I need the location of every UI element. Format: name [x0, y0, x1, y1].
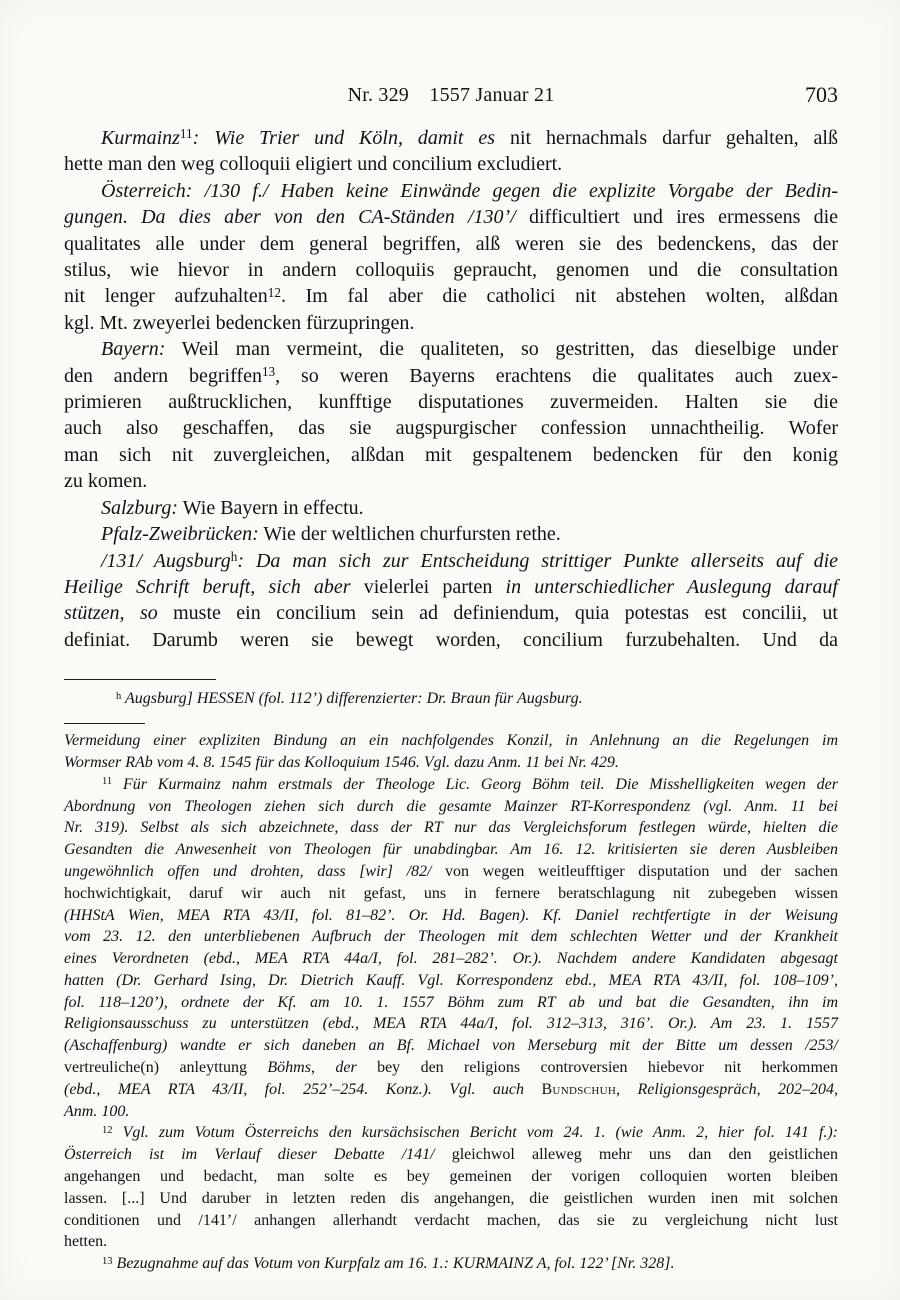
text-line	[64, 796, 838, 818]
text-segment: muste ein concilium sein ad definiendum, quia potestas est concilii, ut	[157, 602, 838, 625]
text-segment: Anm. 100.	[64, 1102, 130, 1120]
text-segment: ungewöhnlich offen und drohten, dass [wir] /82/	[64, 862, 432, 880]
text-line	[64, 495, 838, 521]
text-segment: Kurmainz	[101, 127, 180, 149]
text-segment: nit hernachmals darfur gehalten, alß	[495, 127, 838, 149]
text-line	[64, 336, 838, 362]
text-line	[64, 992, 838, 1014]
text-segment: von wegen weitleufftiger disputation und der sachen	[431, 862, 838, 880]
text-line	[64, 1166, 838, 1188]
text-segment: /131/ Augsburg	[101, 549, 231, 572]
text-segment: Augsburg] HESSEN (fol. 112’) differenzierter: Dr. Braun für Augsburg.	[121, 690, 583, 708]
text-segment: Bayern:	[101, 338, 166, 361]
text-line	[64, 415, 838, 441]
text-segment: Pfalz-Zweibrücken:	[101, 523, 259, 546]
text-segment: den andern begriffen	[64, 364, 262, 387]
text-segment: conditionen und /141’/ anhangen allerhandt verdacht machen, das sie zu vergleichung nicht lust	[64, 1211, 838, 1229]
text-segment: (HHStA Wien, MEA RTA 43/II, fol. 81–82’. Or. Hd. Bagen). Kf. Daniel rechtfertigte in der Weisung	[64, 906, 838, 924]
text-segment: vielerlei parten	[350, 575, 506, 598]
text-segment: Abordnung von Theologen ziehen sich durch die gesamte Mainzer RT-Korrespondenz (vgl. Anm. 11 bei	[64, 797, 838, 815]
text-segment: hatten (Dr. Gerhard Ising, Dr. Dietrich Kauff. Vgl. Korrespondenz ebd., MEA RTA 43/II, fol. 108–109’,	[64, 971, 838, 989]
text-line	[64, 1253, 838, 1275]
text-segment: definiat. Darumb weren sie bewegt worden, concilium furzubehalten. Und da	[64, 628, 838, 651]
text-line	[64, 1057, 838, 1079]
text-segment: auch also geschaffen, das sie augspurgischer confession unnachtheilig. Wofer	[64, 417, 838, 440]
footnote-rule	[64, 723, 145, 724]
text-segment: Österreich: /130 f./ Haben keine Einwände gegen die explizite Vorgabe der Bedin-	[101, 179, 838, 202]
footnotes	[64, 730, 838, 1275]
text-line	[64, 970, 838, 992]
text-segment: man sich nit zuvergleichen, alßdan mit gespaltenem bedencken für den konig	[64, 443, 838, 466]
text-line	[64, 442, 838, 468]
text-segment: Gesandten die Anwesenheit von Theologen für unabdingbar. Am 16. 12. kritisierten sie deren Ausbleiben	[64, 841, 838, 859]
text-segment: : Wie Trier und Köln, damit es	[192, 127, 496, 149]
text-line	[64, 310, 838, 336]
footnote-marker: 12	[102, 1125, 113, 1137]
footnote-marker: 13	[261, 364, 276, 380]
text-segment: vom 23. 12. den unterbliebenen Aufbruch der Theologen mit dem schlechten Wetter und der Krankheit	[64, 928, 838, 946]
text-segment: stützen, so	[64, 602, 158, 625]
text-line	[64, 861, 838, 883]
text-segment: Böhms, der	[267, 1059, 357, 1077]
footnote-marker: 13	[102, 1255, 113, 1267]
text-line	[64, 1144, 838, 1166]
text-segment: Bezugnahme auf das Votum von Kurpfalz am 16. 1.: KURMAINZ A, fol. 122’ [Nr. 328].	[112, 1255, 675, 1273]
text-segment: lassen. [...] Und daruber in letzten reden dis angehangen, die geistlichen wurden inen mit solchen	[64, 1189, 838, 1207]
text-segment: hochwichtigkait, daruf wir auch nit gefast, uns in fernere beratschlagung nit zubegeben wissen	[64, 884, 838, 902]
text-segment: Weil man vermeint, die qualiteten, so gestritten, das dieselbige under	[165, 338, 838, 361]
text-line	[64, 905, 838, 927]
variant-note-rule	[64, 679, 216, 680]
text-line	[64, 839, 838, 861]
text-segment: Wie der weltlichen churfursten rethe.	[258, 523, 561, 546]
footnote-marker: h	[230, 548, 238, 564]
text-line	[64, 521, 838, 547]
text-segment: kgl. Mt. zweyerlei bedencken fürzupringen.	[64, 311, 415, 334]
text-line	[64, 883, 838, 905]
text-segment: eines Verordneten (ebd., MEA RTA 44a/I, fol. 281–282’. Or.). Nachdem andere Kandidaten abgesagt	[64, 950, 838, 968]
text-segment: (Aschaffenburg) wandte er sich daneben an Bf. Michael von Merseburg mit der Bitte um dessen /253/	[64, 1037, 838, 1055]
text-segment: Heilige Schrift beruft, sich aber	[64, 575, 351, 598]
text-segment: primieren außtrucklichen, kunfftige disputationes zuvermeiden. Halten sie die	[64, 391, 838, 414]
text-segment: Salzburg:	[101, 496, 179, 519]
text-segment: Bundschuh	[541, 1080, 617, 1098]
footnote-marker: 11	[179, 126, 193, 142]
text-segment: . Im fal aber die catholici nit abstehen wolten, alßdan	[280, 285, 838, 308]
footnote-marker: 11	[102, 776, 113, 788]
body-text	[64, 125, 838, 653]
running-head	[64, 84, 838, 110]
text-line	[64, 548, 838, 574]
text-line	[64, 774, 838, 796]
text-segment: in unterschiedlicher Auslegung darauf	[505, 575, 838, 598]
text-line	[64, 1079, 838, 1101]
text-line	[64, 948, 838, 970]
text-line	[64, 1013, 838, 1035]
text-segment: hette man den weg colloquii eligiert und concilium excludiert.	[64, 153, 563, 176]
text-line	[64, 151, 838, 177]
text-line	[64, 600, 838, 626]
text-segment: Vermeidung einer expliziten Bindung an ein nachfolgendes Konzil, in Anlehnung an die Regelungen im	[64, 732, 838, 750]
text-segment: difficultiert und ires ermessens die	[515, 206, 838, 229]
text-segment: Vgl. zum Votum Österreichs den kursächsischen Bericht vom 24. 1. (wie Anm. 2, hier fol. 141 f.):	[112, 1124, 838, 1142]
text-segment: vertreuliche(n) anleyttung	[64, 1059, 268, 1077]
text-line	[64, 688, 838, 710]
text-line	[64, 1035, 838, 1057]
text-segment: hetten.	[64, 1233, 108, 1251]
text-segment: angehangen und bedacht, man solte es bey gemeinen der vorigen colloquien worten bleiben	[64, 1168, 838, 1186]
text-segment: nit lenger aufzuhalten	[64, 285, 268, 308]
text-line	[64, 574, 838, 600]
text-segment: zu komen.	[64, 470, 148, 493]
text-segment: gleichwol alleweg mehr uns dan den geistlichen	[434, 1146, 838, 1164]
text-segment: Nr. 319). Selbst als sich abzeichnete, dass der RT nur das Vergleichsforum festlegen würde, hielten die	[64, 819, 838, 837]
text-line	[64, 283, 838, 309]
text-line	[64, 817, 838, 839]
text-line	[64, 1231, 838, 1253]
text-line	[64, 627, 838, 653]
text-segment: Religionsausschuss zu unterstützen (ebd., MEA RTA 44a/I, fol. 312–313, 316’. Or.). Am 23. 1. 1557	[64, 1015, 838, 1033]
text-line	[64, 1188, 838, 1210]
text-segment: fol. 118–120’), ordnete der Kf. am 10. 1. 1557 Böhm zum RT ab und bat die Gesandten, ihn im	[64, 993, 838, 1011]
text-line	[64, 204, 838, 230]
text-line	[64, 468, 838, 494]
text-segment: Österreich ist im Verlauf dieser Debatte /141/	[64, 1146, 435, 1164]
text-line	[64, 125, 838, 151]
text-segment: bey den religions controversien hiebevor nit herkommen	[356, 1059, 839, 1077]
footnote-marker: h	[116, 690, 122, 702]
text-line	[64, 926, 838, 948]
text-segment: Wormser RAb vom 4. 8. 1545 für das Kolloquium 1546. Vgl. dazu Anm. 11 bei Nr. 429.	[64, 753, 619, 771]
text-line	[64, 178, 838, 204]
text-line	[64, 1122, 838, 1144]
running-head-title: Nr. 329 1557 Januar 21	[347, 84, 555, 106]
text-line	[64, 231, 838, 257]
text-segment: (ebd., MEA RTA 43/II, fol. 252’–254. Konz.). Vgl. auch	[64, 1080, 542, 1098]
text-segment: Wie Bayern in effectu.	[178, 496, 364, 519]
text-line	[64, 363, 838, 389]
text-line	[64, 257, 838, 283]
text-segment: , Religionsgespräch, 202–204,	[616, 1080, 838, 1098]
text-segment: qualitates alle under dem general begriffen, alß weren sie des bedenckens, das der	[64, 232, 838, 255]
text-line	[64, 1101, 838, 1123]
page-content	[64, 84, 838, 1275]
text-line	[64, 752, 838, 774]
text-segment: Für Kurmainz nahm erstmals der Theologe Lic. Georg Böhm teil. Die Misshelligkeiten wegen der	[112, 775, 838, 793]
footnote-marker: 12	[267, 284, 281, 300]
text-line	[64, 1210, 838, 1232]
text-line	[64, 730, 838, 752]
text-segment: stilus, wie hievor in andern colloquiis gepraucht, genomen und die consultation	[64, 259, 838, 282]
variant-note	[64, 688, 838, 710]
text-segment: , so weren Bayerns erachtens die qualitates auch zuex-	[275, 364, 838, 387]
text-segment: gungen. Da dies aber von den CA-Ständen /130’/	[64, 206, 516, 229]
text-segment: : Da man sich zur Entscheidung strittiger Punkte allerseits auf die	[237, 549, 839, 572]
page-number: 703	[805, 82, 838, 107]
text-line	[64, 389, 838, 415]
